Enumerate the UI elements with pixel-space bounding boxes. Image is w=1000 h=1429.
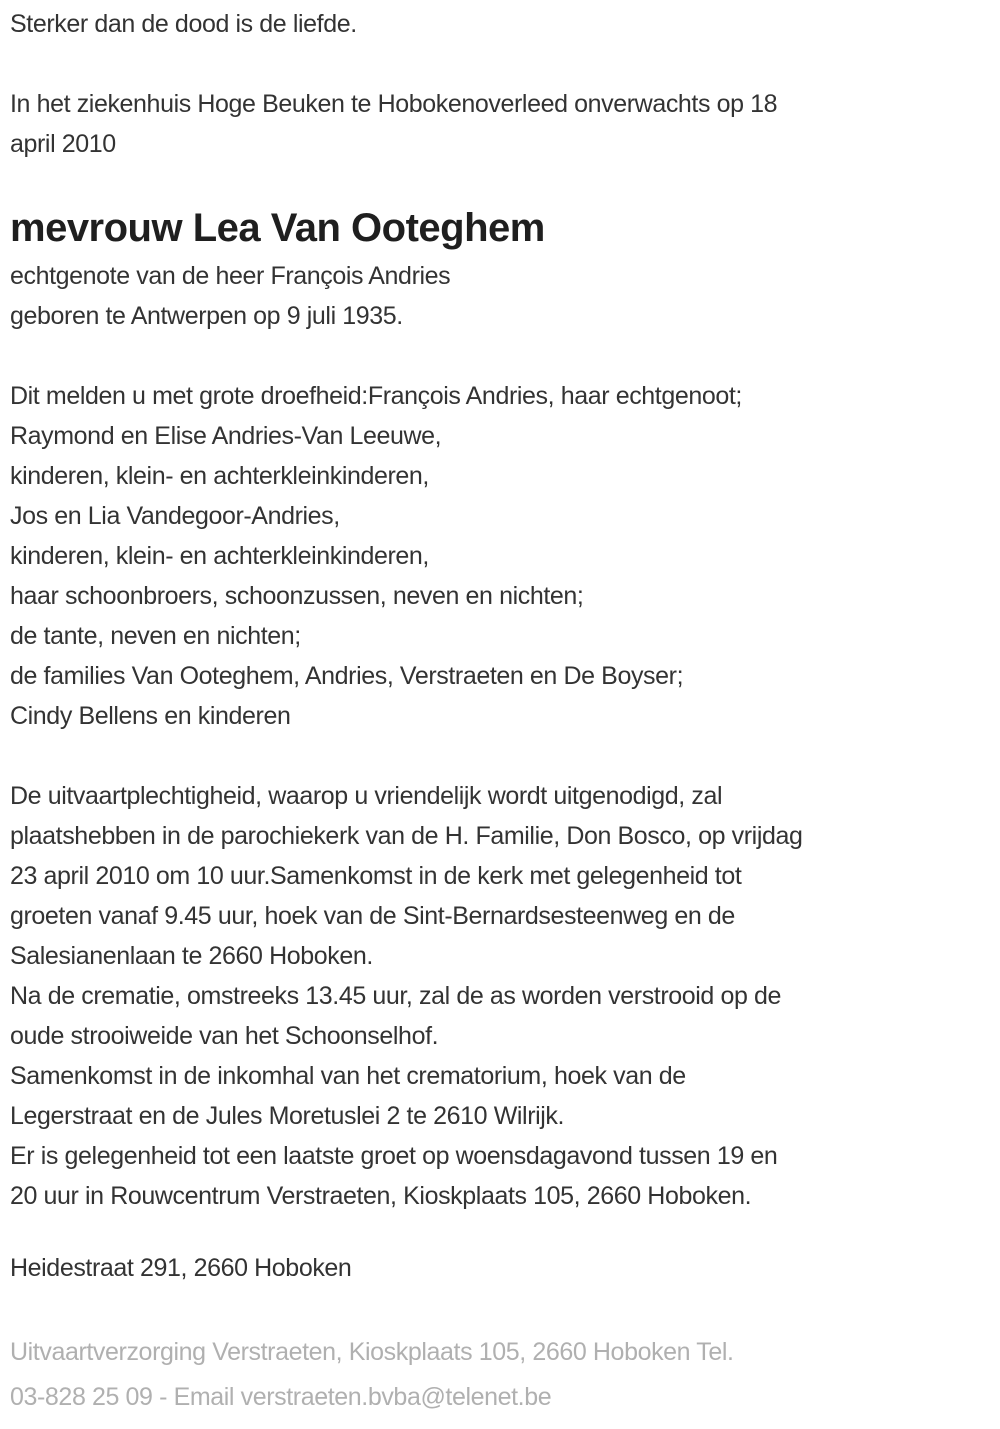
text-line: de tante, neven en nichten; bbox=[10, 622, 301, 650]
text-line: kinderen, klein- en achterkleinkinderen, bbox=[10, 462, 429, 490]
text-line: 03-828 25 09 - Email verstraeten.bvba@telenet.be bbox=[10, 1383, 552, 1411]
text-line: Na de crematie, omstreeks 13.45 uur, zal de as worden verstrooid op de bbox=[10, 982, 782, 1010]
text-line: Legerstraat en de Jules Moretuslei 2 te 2610 Wilrijk. bbox=[10, 1102, 565, 1130]
text-line: Raymond en Elise Andries-Van Leeuwe, bbox=[10, 422, 442, 450]
text-line: april 2010 bbox=[10, 130, 116, 158]
text-line: Salesianenlaan te 2660 Hoboken. bbox=[10, 942, 373, 970]
text-line: Samenkomst in de inkomhal van het crematorium, hoek van de bbox=[10, 1062, 686, 1090]
text-line: Dit melden u met grote droefheid:François Andries, haar echtgenoot; bbox=[10, 382, 742, 410]
text-line: De uitvaartplechtigheid, waarop u vriendelijk wordt uitgenodigd, zal bbox=[10, 782, 723, 810]
text-line: oude strooiweide van het Schoonselhof. bbox=[10, 1022, 439, 1050]
family-announcement bbox=[10, 376, 990, 736]
text-line: groeten vanaf 9.45 uur, hoek van de Sint-Bernardsesteenweg en de bbox=[10, 902, 735, 930]
text-line: Er is gelegenheid tot een laatste groet op woensdagavond tussen 19 en bbox=[10, 1142, 778, 1170]
funeral-home-contact bbox=[10, 1330, 990, 1420]
text-line: Jos en Lia Vandegoor-Andries, bbox=[10, 502, 340, 530]
text-line: 23 april 2010 om 10 uur.Samenkomst in de kerk met gelegenheid tot bbox=[10, 862, 742, 890]
text-line: 20 uur in Rouwcentrum Verstraeten, Kioskplaats 105, 2660 Hoboken. bbox=[10, 1182, 752, 1210]
text-line: geboren te Antwerpen op 9 juli 1935. bbox=[10, 302, 403, 330]
deceased-name-heading: mevrouw Lea Van Ooteghem bbox=[10, 206, 545, 250]
text-line: echtgenote van de heer François Andries bbox=[10, 262, 451, 290]
text-line: Uitvaartverzorging Verstraeten, Kioskplaats 105, 2660 Hoboken Tel. bbox=[10, 1338, 734, 1366]
text-line: kinderen, klein- en achterkleinkinderen, bbox=[10, 542, 429, 570]
funeral-arrangements bbox=[10, 776, 990, 1216]
text-line: haar schoonbroers, schoonzussen, neven en nichten; bbox=[10, 582, 584, 610]
home-address: Heidestraat 291, 2660 Hoboken bbox=[10, 1254, 352, 1282]
text-line: de families Van Ooteghem, Andries, Verstraeten en De Boyser; bbox=[10, 662, 684, 690]
text-line: plaatshebben in de parochiekerk van de H. Familie, Don Bosco, op vrijdag bbox=[10, 822, 803, 850]
deceased-details bbox=[10, 256, 990, 336]
epigraph-text: Sterker dan de dood is de liefde. bbox=[10, 10, 357, 38]
text-line: Cindy Bellens en kinderen bbox=[10, 702, 291, 730]
death-notice-intro bbox=[10, 84, 990, 164]
text-line: In het ziekenhuis Hoge Beuken te Hobokenoverleed onverwachts op 18 bbox=[10, 90, 778, 118]
